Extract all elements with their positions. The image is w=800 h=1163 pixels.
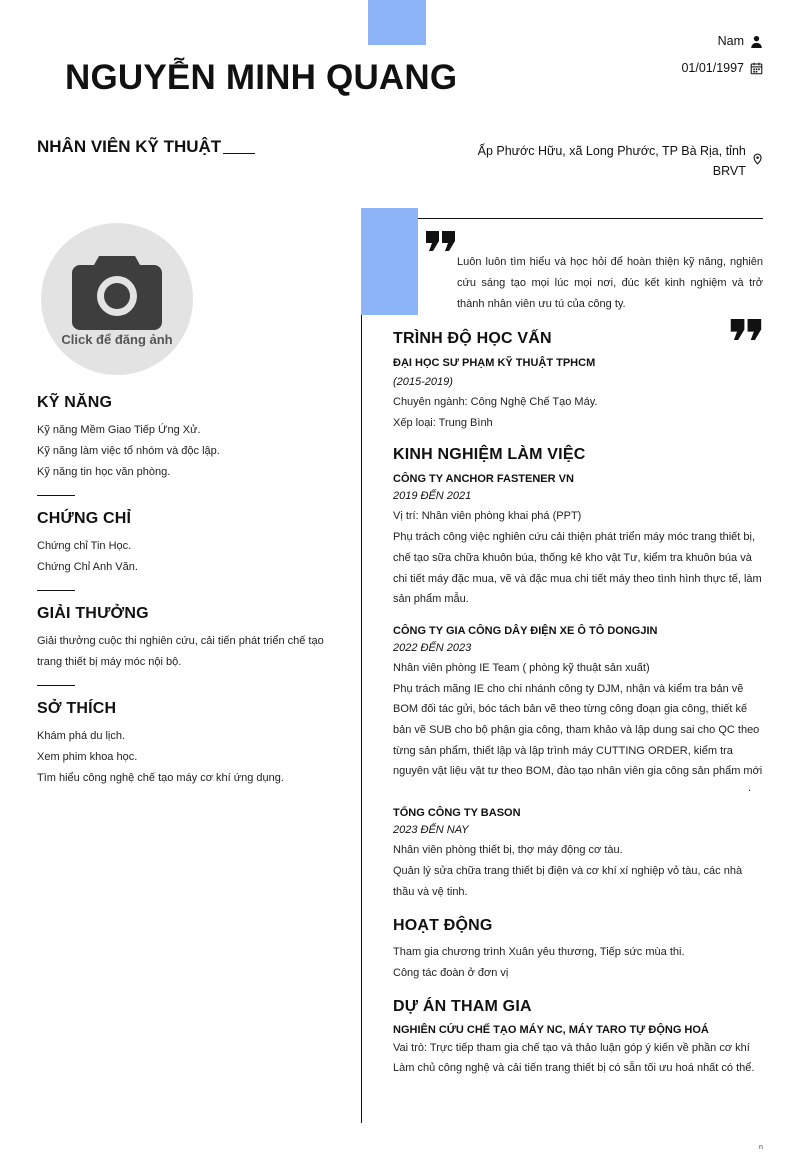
job-title: NHÂN VIÊN KỸ THUẬT: [37, 137, 222, 156]
list-item: Kỹ năng Mềm Giao Tiếp Ứng Xử.: [37, 424, 201, 436]
job-entry: [393, 625, 763, 794]
project-name: NGHIÊN CỨU CHẾ TẠO MÁY NC, MÁY TARO TỰ ĐỘNG HOÁ: [393, 1023, 709, 1036]
address-value: Ấp Phước Hữu, xã Long Phước, TP Bà Rịa, tỉnh BRVT: [477, 144, 746, 178]
person-icon: [750, 35, 763, 48]
photo-upload-label: Click để đăng ảnh: [61, 331, 173, 347]
company-name: CÔNG TY GIA CÔNG DÂY ĐIỆN XE Ô TÔ DONGJIN: [393, 624, 658, 637]
list-item: Tìm hiểu công nghệ chế tạo máy cơ khí ứng dụng.: [37, 772, 284, 784]
address-row: [463, 141, 763, 181]
skills-heading: KỸ NĂNG: [37, 394, 113, 411]
project-role: Vai trò: Trực tiếp tham gia chế tạo và thảo luận góp ý kiến về phần cơ khí: [393, 1041, 750, 1054]
education-major: Chuyên ngành: Công Nghệ Chế Tạo Máy.: [393, 396, 598, 408]
hobbies-section: [37, 700, 337, 789]
list-item: Xem phim khoa học.: [37, 751, 138, 763]
job-description: Phụ trách công việc nghiên cứu cải thiện phát triển máy móc trang thiết bị, chế tạo sữa chữa khuôn búa, thống kê kho vật Tư, kiểm tra khuôn búa và chi tiết máy đặc mua, vẽ và đặc mua chi tiết máy theo tình hình thực tế, làm sản phẩm mẫu.: [393, 531, 762, 606]
right-column: [393, 330, 763, 1078]
job-title-row: [37, 137, 255, 157]
job-period: 2022 ĐẾN 2023: [393, 641, 472, 654]
job-position: Vị trí: Nhân viên phòng khai phá (PPT): [393, 510, 582, 523]
experience-section: [393, 446, 763, 902]
job-entry: [393, 807, 763, 902]
column-divider: [361, 315, 362, 1123]
list-item: Công tác đoàn ở đơn vị: [393, 966, 509, 979]
awards-section: [37, 605, 337, 686]
page-mark: n: [759, 1144, 763, 1151]
company-name: CÔNG TY ANCHOR FASTENER VN: [393, 473, 574, 486]
list-item: Kỹ năng làm việc tổ nhóm và độc lập.: [37, 445, 220, 457]
job-description: Phụ trách mãng IE cho chi nhánh công ty DJM, nhận và kiểm tra bản vẽ BOM đối tác gửi, bóc tách bản vẽ theo từng công đoạn gia công, thiết kế bản vẽ SUB cho bộ phận gia công, tham khảo và lập dung sai cho QC theo từng sản phẩm, thiết lập và lập trình máy CUTTING ORDER, kiểm tra nguyên vật liệu vật tư theo BOM, đào tạo nhân viên gia công sản phẩm mới: [393, 682, 763, 778]
list-item: Giải thưởng cuộc thi nghiên cứu, cải tiến phát triển chế tạo trang thiết bị máy móc nội bộ.: [37, 635, 324, 668]
list-item: Khám phá du lịch.: [37, 730, 126, 742]
divider: [37, 495, 75, 496]
left-column: [37, 394, 337, 789]
company-name: TỔNG CÔNG TY BASON: [393, 807, 521, 820]
quote-accent-block: [361, 208, 418, 315]
awards-heading: GIẢI THƯỞNG: [37, 605, 149, 622]
skills-section: [37, 394, 337, 496]
divider: [37, 685, 75, 686]
job-position: Nhân viên phòng thiết bị, thợ máy động cơ tàu.: [393, 844, 623, 857]
job-description: Quản lý sửa chữa trang thiết bị điện và cơ khí xí nghiệp vỏ tàu, các nhà thầu và vệ tinh.: [393, 864, 743, 898]
education-rank: Xếp loại: Trung Bình: [393, 416, 493, 429]
hobbies-heading: SỞ THÍCH: [37, 700, 117, 717]
education-period: (2015-2019): [393, 376, 453, 388]
birthdate-row: [681, 61, 763, 75]
quote-top-rule: [418, 218, 763, 219]
camera-icon: [71, 252, 163, 330]
list-item: Chứng Chỉ Anh Văn.: [37, 561, 138, 573]
certificates-heading: CHỨNG CHỈ: [37, 510, 132, 527]
job-entry: [393, 473, 763, 610]
gender-row: [718, 34, 763, 48]
open-quote-icon: [426, 231, 456, 251]
gender-value: Nam: [717, 34, 744, 48]
top-accent-block: [368, 0, 426, 45]
list-item: Kỹ năng tin học văn phòng.: [37, 466, 171, 478]
activities-heading: HOẠT ĐỘNG: [393, 917, 493, 935]
photo-upload[interactable]: [41, 223, 193, 375]
location-pin-icon: [752, 153, 763, 165]
project-detail: Làm chủ công nghệ và cải tiến trang thiết bị có sẵn tối ưu hoá nhất có thể.: [393, 1061, 755, 1074]
experience-heading: KINH NGHIỆM LÀM VIỆC: [393, 446, 586, 464]
projects-heading: DỰ ÁN THAM GIA: [393, 997, 532, 1015]
school-name: ĐẠI HỌC SƯ PHẠM KỸ THUẬT TPHCM: [393, 357, 596, 369]
projects-section: [393, 998, 763, 1078]
full-name: NGUYỄN MINH QUANG: [65, 58, 458, 97]
job-period: 2019 ĐẾN 2021: [393, 490, 472, 503]
birthdate-value: 01/01/1997: [681, 61, 744, 75]
job-title-underline: [223, 153, 255, 154]
activities-section: [393, 917, 763, 983]
list-item: Tham gia chương trình Xuân yêu thương, Tiếp sức mùa thi.: [393, 946, 685, 959]
job-description-trailing: .: [747, 782, 751, 795]
education-heading: TRÌNH ĐỘ HỌC VẤN: [393, 330, 552, 347]
calendar-icon: [750, 62, 763, 75]
job-position: Nhân viên phòng IE Team ( phòng kỹ thuật sản xuất): [393, 661, 650, 674]
job-period: 2023 ĐẾN NAY: [393, 824, 469, 837]
divider: [37, 590, 75, 591]
list-item: Chứng chỉ Tin Học.: [37, 540, 132, 552]
career-objective: Luôn luôn tìm hiểu và học hỏi để hoàn thiện kỹ năng, nghiên cứu sáng tạo mọi lúc mọi nơi, đúc kết kinh nghiệm và trở thành nhân viên ưu tú của công ty.: [457, 256, 763, 310]
education-section: [393, 330, 763, 433]
certificates-section: [37, 510, 337, 591]
